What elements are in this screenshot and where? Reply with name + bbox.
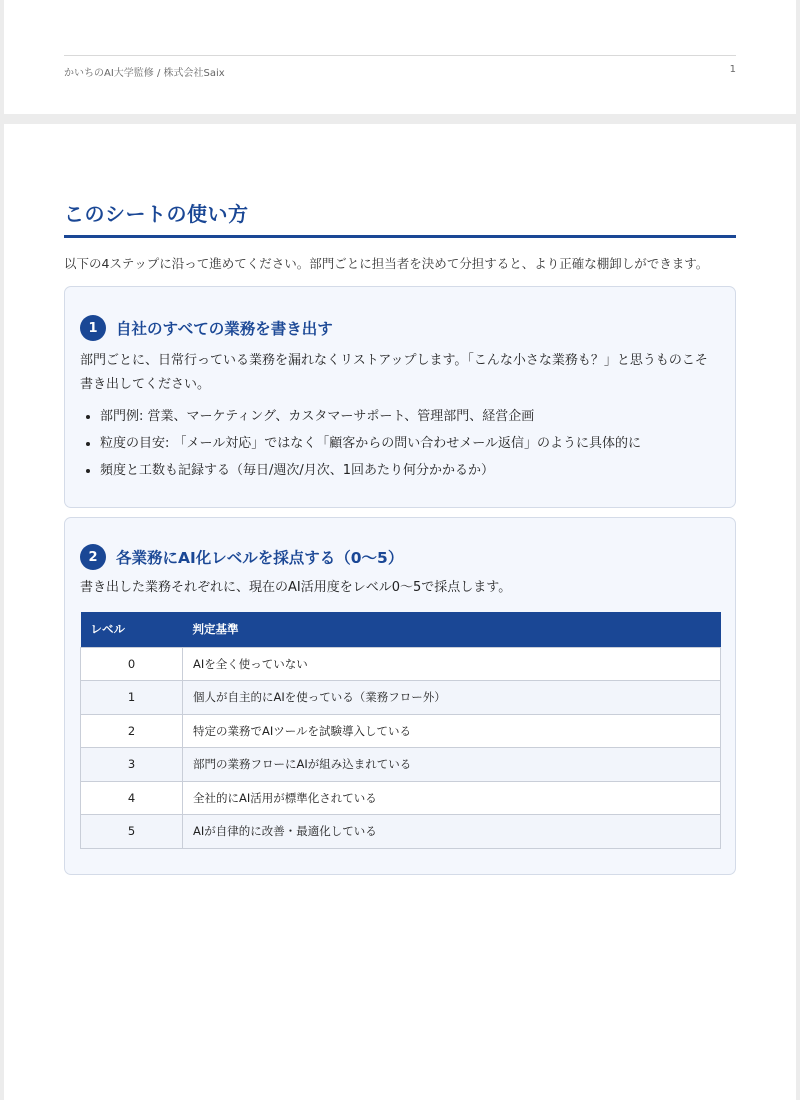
criteria-cell: 全社的にAI活用が標準化されている — [183, 781, 721, 815]
step-1-header — [80, 315, 720, 341]
step-2-number-badge: 2 — [80, 544, 106, 570]
footer-credit: かいちのAI大学監修 / 株式会社Saix — [64, 68, 225, 79]
step-1-bullets — [80, 403, 720, 484]
page-1 — [4, 0, 796, 114]
column-header-level: レベル — [81, 612, 183, 647]
level-cell: 4 — [81, 781, 183, 815]
criteria-cell: 個人が自主的にAIを使っている（業務フロー外） — [183, 681, 721, 715]
table-row — [81, 815, 721, 849]
criteria-cell: 部門の業務フローにAIが組み込まれている — [183, 748, 721, 782]
level-cell: 1 — [81, 681, 183, 715]
level-cell: 3 — [81, 748, 183, 782]
bullet-item: • 粒度の目安: 「メール対応」ではなく「顧客からの問い合わせメール返信」のように具体的に — [100, 430, 720, 457]
step-2-description: 書き出した業務それぞれに、現在のAI活用度をレベル0〜5で採点します。 — [80, 580, 512, 595]
table-row — [81, 781, 721, 815]
page-content — [64, 198, 736, 875]
page-footer — [64, 55, 736, 79]
bullet-item: • 部門例: 営業、マーケティング、カスタマーサポート、管理部門、経営企画 — [100, 403, 720, 430]
step-2-title: 各業務にAI化レベルを採点する（0〜5） — [116, 549, 404, 567]
criteria-cell: 特定の業務でAIツールを試験導入している — [183, 714, 721, 748]
level-cell: 2 — [81, 714, 183, 748]
level-table — [80, 612, 721, 849]
criteria-cell: AIを全く使っていない — [183, 647, 721, 681]
table-row — [81, 748, 721, 782]
step-2-header — [80, 544, 720, 570]
page-number: 1 — [729, 64, 736, 75]
page-2 — [4, 124, 796, 1100]
table-row — [81, 681, 721, 715]
bullet-item: • 頻度と工数も記録する（毎日/週次/月次、1回あたり何分かかるか） — [100, 457, 720, 484]
step-1-description: 部門ごとに、日常行っている業務を漏れなくリストアップします。「こんな小さな業務も？」と思うものこそ書き出してください。 — [80, 353, 708, 392]
criteria-cell: AIが自律的に改善・最適化している — [183, 815, 721, 849]
column-header-criteria: 判定基準 — [183, 612, 721, 647]
step-1-number-badge: 1 — [80, 315, 106, 341]
step-2-card — [64, 517, 736, 875]
section-title: このシートの使い方 — [64, 198, 736, 238]
table-row — [81, 647, 721, 681]
step-1-title: 自社のすべての業務を書き出す — [116, 320, 333, 338]
table-row — [81, 714, 721, 748]
level-cell: 5 — [81, 815, 183, 849]
table-header-row — [81, 612, 721, 647]
section-intro: 以下の4ステップに沿って進めてください。部門ごとに担当者を決めて分担すると、より正確な棚卸しができます。 — [64, 256, 709, 271]
step-1-card — [64, 286, 736, 508]
level-cell: 0 — [81, 647, 183, 681]
